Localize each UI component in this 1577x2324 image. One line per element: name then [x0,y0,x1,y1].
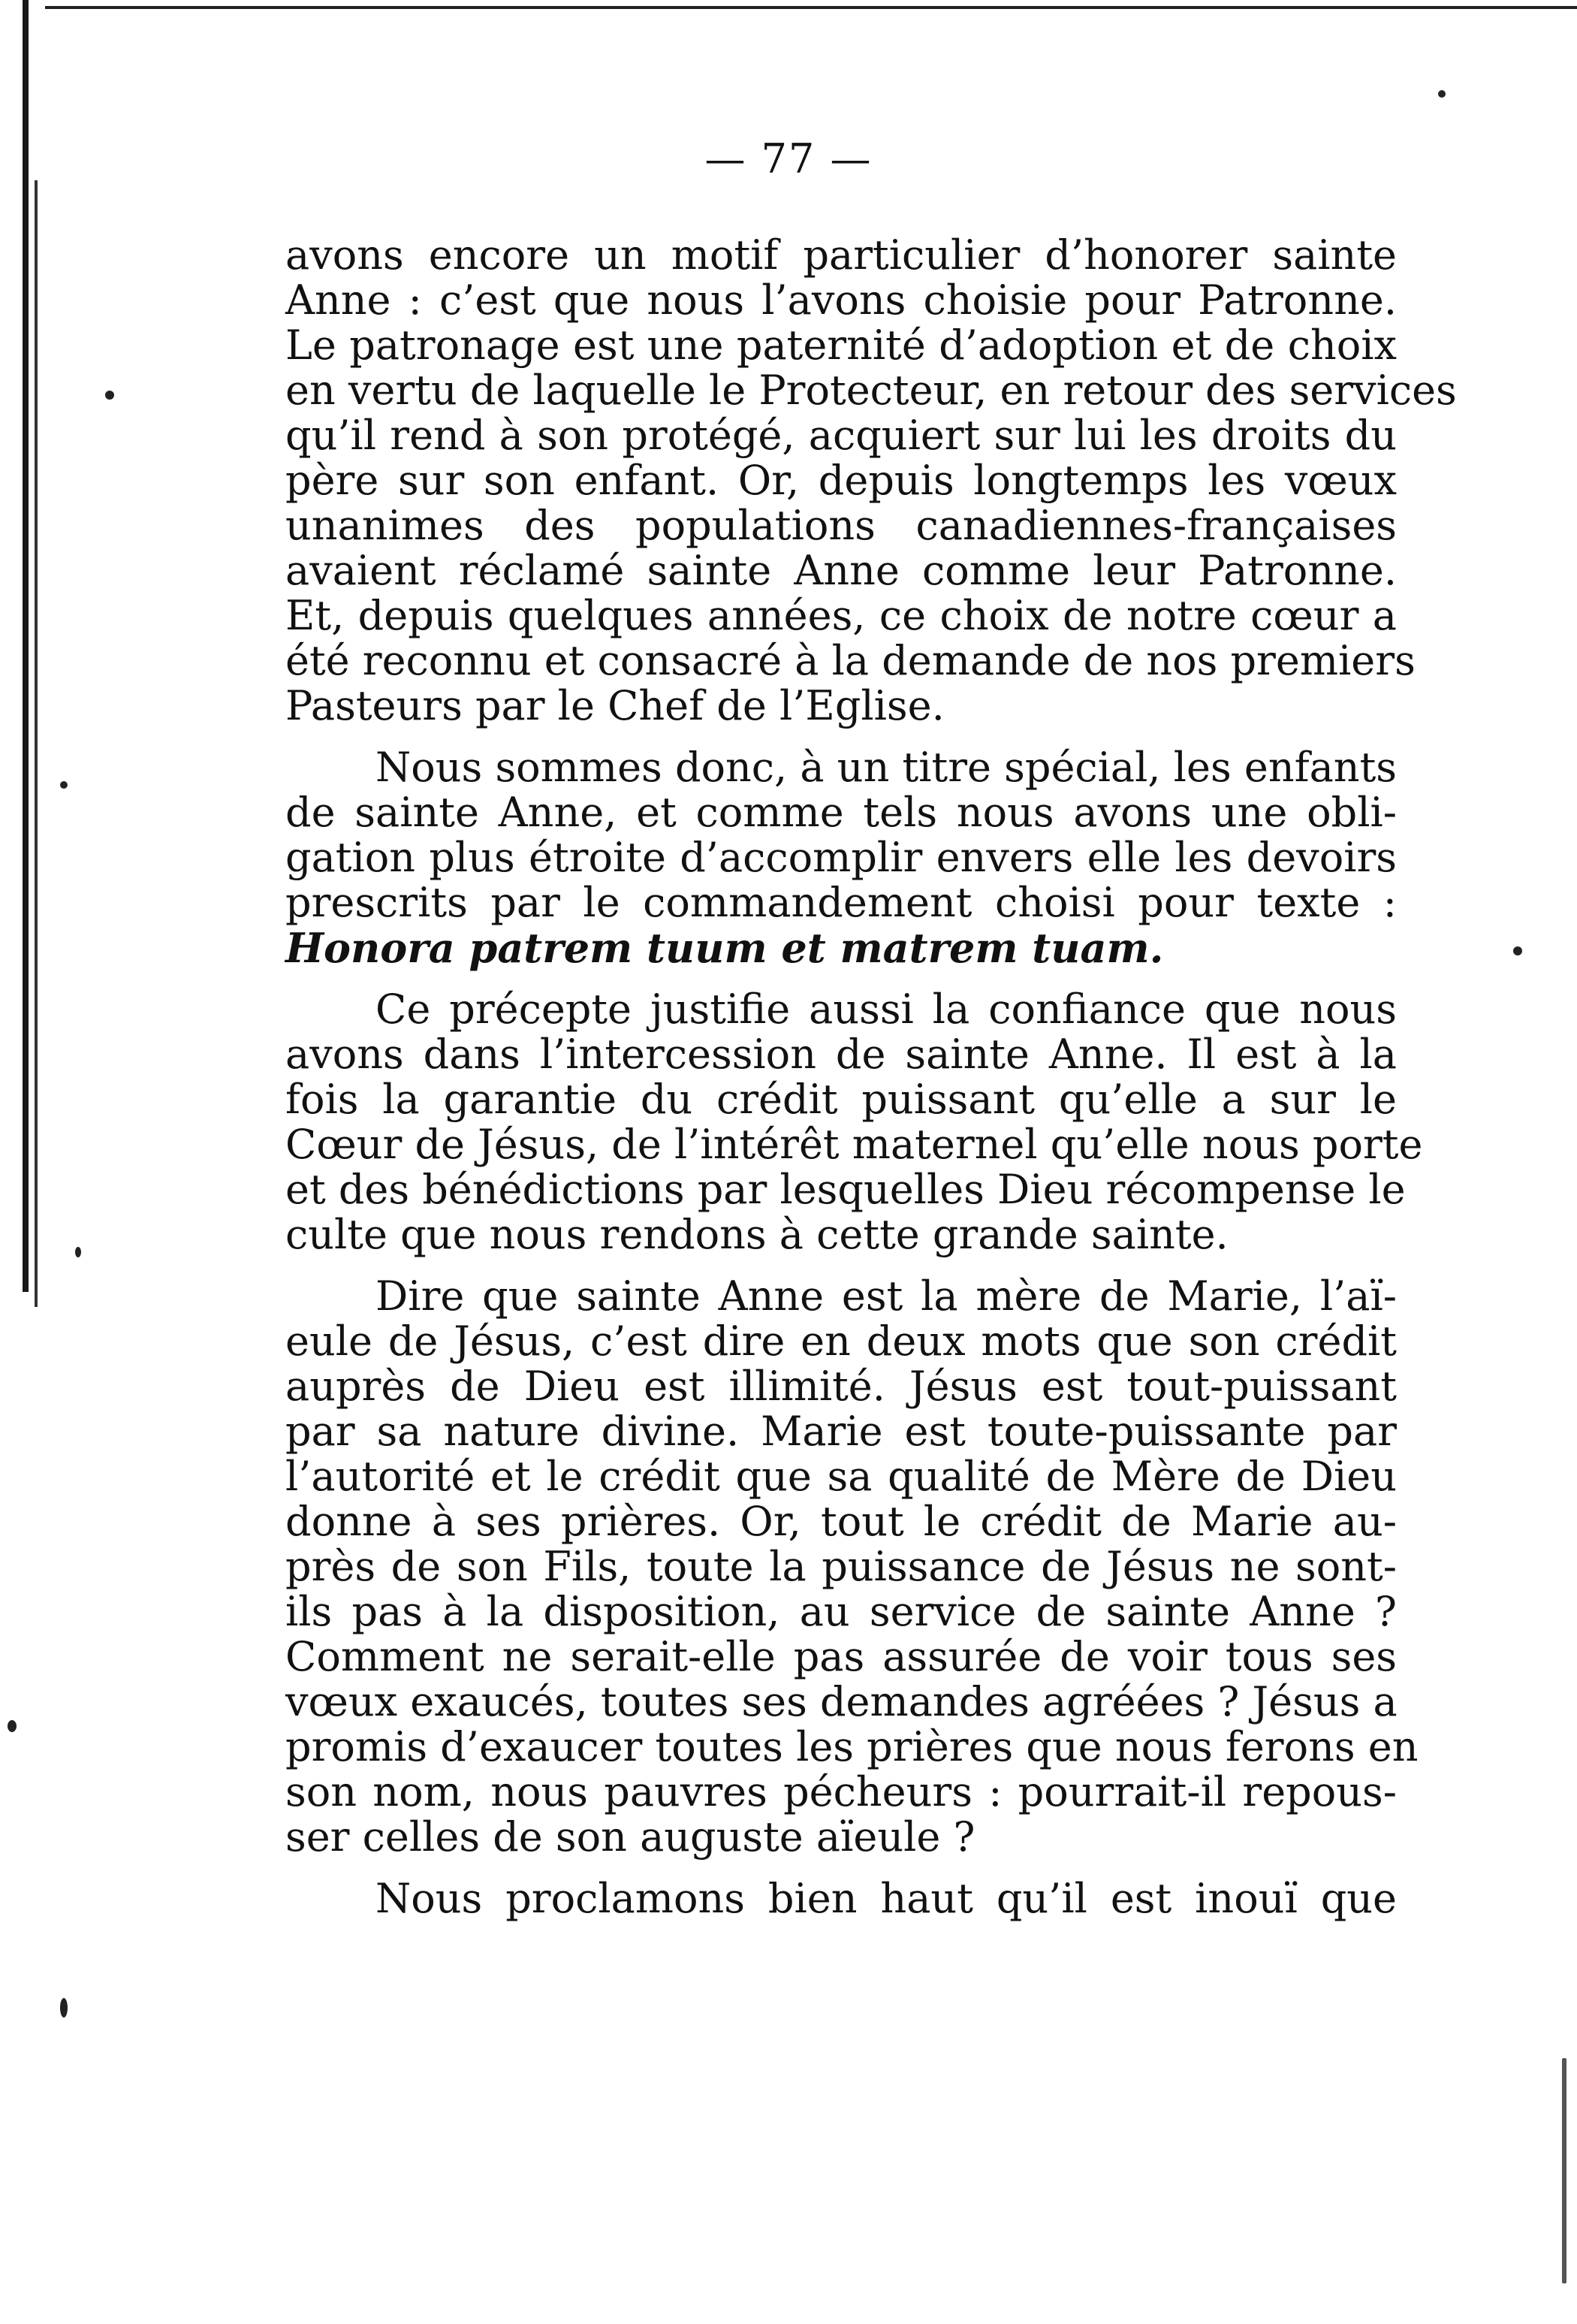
text-line: prescrits par le commandement choisi pour texte : [285,879,1397,926]
text-line: Ce précepte justifie aussi la confiance que nous [375,985,1397,1033]
text-line: père sur son enfant. Or, depuis longtemps les vœux [285,457,1397,504]
text-line: culte que nous rendons à cette grande sainte. [285,1211,1229,1258]
text-line: vœux exaucés, toutes ses demandes agréées ? Jésus a [285,1678,1398,1725]
text-line: avons encore un motif particulier d’honorer sainte [285,231,1397,279]
text-line: Nous proclamons bien haut qu’il est inouï que [375,1875,1397,1922]
scan-speck [60,781,68,789]
text-line: auprès de Dieu est illimité. Jésus est tout-puissant [285,1363,1397,1410]
text-line: Dire que sainte Anne est la mère de Marie, l’aï- [375,1272,1397,1320]
paragraph [285,985,1423,1258]
scan-speck [105,391,114,400]
scan-top-rule [45,6,1577,9]
text-line: Le patronage est une paternité d’adoption et de choix [285,321,1397,369]
scan-speck [60,1998,68,2018]
text-line: eule de Jésus, c’est dire en deux mots que son crédit [285,1317,1397,1365]
page-number: — 77 — [704,135,873,183]
scan-speck [1562,2058,1566,2283]
paragraph [285,745,1397,970]
scan-left-margin-rule-secondary [35,180,38,1307]
text-line: promis d’exaucer toutes les prières que nous ferons en [285,1723,1419,1770]
text-line: avaient réclamé sainte Anne comme leur Patronne. [285,547,1397,594]
text-line: Pasteurs par le Chef de l’Eglise. [285,682,945,729]
text-line: Et, depuis quelques années, ce choix de notre cœur a [285,592,1397,639]
text-line: fois la garantie du crédit puissant qu’elle a sur le [285,1076,1397,1123]
text-line: Nous sommes donc, à un titre spécial, les enfants [375,744,1397,791]
text-line: Comment ne serait-elle pas assurée de voir tous ses [285,1633,1397,1680]
text-line: en vertu de laquelle le Protecteur, en retour des services [285,367,1457,414]
text-line: été reconnu et consacré à la demande de nos premiers [285,637,1416,684]
text-line: ser celles de son auguste aïeule ? [285,1813,975,1861]
scan-speck [8,1720,17,1732]
text-line: Anne : c’est que nous l’avons choisie pour Patronne. [285,276,1397,324]
text-line: de sainte Anne, et comme tels nous avons une obli- [285,789,1397,836]
text-line: avons dans l’intercession de sainte Anne. Il est à la [285,1031,1397,1078]
text-line: et des bénédictions par lesquelles Dieu récompense le [285,1166,1406,1213]
scan-speck [1513,946,1522,955]
scan-speck [75,1247,81,1257]
scan-left-margin-rule [23,0,29,1292]
latin-quotation: Honora patrem tuum et matrem tuam. [285,924,1164,972]
text-line: l’autorité et le crédit que sa qualité de Mère de Dieu [285,1453,1397,1500]
text-line: son nom, nous pauvres pécheurs : pourrait-il repous- [285,1768,1397,1815]
text-line: par sa nature divine. Marie est toute-puissante par [285,1408,1397,1455]
text-line: Cœur de Jésus, de l’intérêt maternel qu’elle nous porte [285,1121,1423,1168]
text-line: unanimes des populations canadiennes-françaises [285,502,1397,549]
text-line: ils pas à la disposition, au service de sainte Anne ? [285,1588,1397,1635]
paragraph [285,1272,1419,1861]
text-line: qu’il rend à son protégé, acquiert sur lui les droits du [285,412,1397,459]
paragraph [285,1876,1397,1921]
body-text [285,231,1457,1938]
text-line: donne à ses prières. Or, tout le crédit de Marie au- [285,1498,1397,1545]
scan-speck [1438,90,1446,98]
paragraph [285,231,1457,729]
text-line: près de son Fils, toute la puissance de Jésus ne sont- [285,1543,1397,1590]
text-line: gation plus étroite d’accomplir envers elle les devoirs [285,834,1397,881]
